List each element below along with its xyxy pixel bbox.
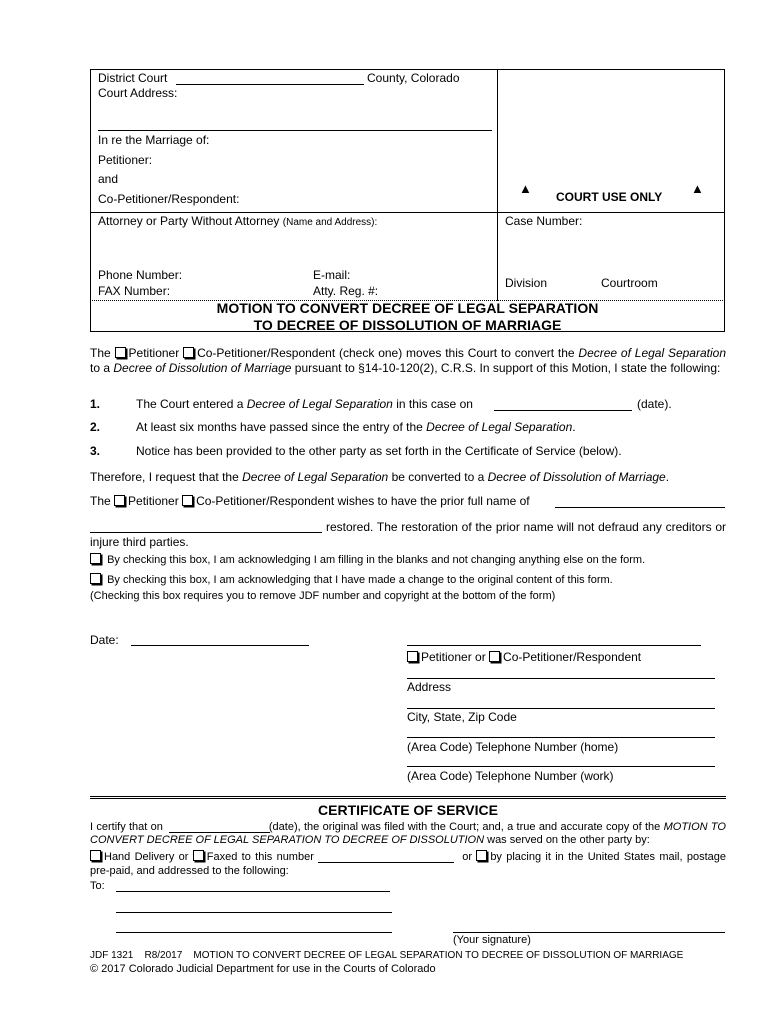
city-label: City, State, Zip Code	[407, 710, 517, 724]
copetitioner-label: Co-Petitioner/Respondent:	[98, 192, 240, 206]
caption-divider	[497, 69, 498, 301]
in-re-label: In re the Marriage of:	[98, 133, 210, 147]
phone-home-field[interactable]	[407, 737, 715, 738]
date-field[interactable]	[131, 645, 309, 646]
phone-work-field[interactable]	[407, 766, 715, 767]
city-field[interactable]	[407, 708, 715, 709]
petitioner-checkbox[interactable]	[115, 347, 126, 358]
restore-paragraph: restored. The restoration of the prior name will not defraud any creditors or injure third parties.	[90, 520, 726, 549]
signature-line[interactable]	[407, 645, 701, 646]
caption-hline-1	[90, 212, 725, 213]
court-address-label: Court Address:	[98, 86, 178, 100]
copetitioner-checkbox[interactable]	[183, 347, 194, 358]
ack-2-note: (Checking this box requires you to remove JDF number and copyright at the bottom of the form)	[90, 590, 556, 602]
to-field-1[interactable]	[116, 891, 390, 892]
item-1-date-label: (date).	[637, 397, 672, 411]
ack-1-checkbox[interactable]	[90, 553, 101, 564]
petitioner-checkbox[interactable]	[114, 495, 125, 506]
footer-form-line: JDF 1321 R8/2017 MOTION TO CONVERT DECREE OF LEGAL SEPARATION TO DECREE OF DISSOLUTION OF MARRIAGE	[90, 950, 684, 961]
district-court-label: District Court	[98, 71, 168, 85]
prior-name-field[interactable]	[555, 507, 725, 508]
page-title: MOTION TO CONVERT DECREE OF LEGAL SEPARATION TO DECREE OF DISSOLUTION OF MARRIAGE	[216, 300, 599, 333]
to-label: To:	[90, 880, 105, 892]
division-label: Division	[505, 276, 548, 290]
arrow-up-icon: ▲	[519, 181, 532, 196]
date-label: Date:	[90, 633, 119, 647]
phone-work-label: (Area Code) Telephone Number (work)	[407, 769, 614, 783]
item-number: 2.	[90, 420, 101, 434]
county-label: County, Colorado	[367, 71, 460, 85]
decree-date-field[interactable]	[494, 410, 632, 411]
certificate-text: I certify that on (date), the original was filed with the Court; and, a true and accurate copy of the MOTION TO CONVERT DECREE OF LEGAL SEPARATION TO DECREE OF DISSOLUTION was served on the other party by:	[90, 821, 726, 846]
ack-1: By checking this box, I am acknowledging I am filling in the blanks and not changing anything else on the form.	[90, 553, 645, 566]
and-label: and	[98, 172, 119, 186]
phone-home-label: (Area Code) Telephone Number (home)	[407, 740, 619, 754]
email-label: E-mail:	[313, 268, 351, 282]
your-signature-label: (Your signature)	[453, 934, 531, 946]
service-method: Hand Delivery or Faxed to this number or by placing it in the United States mail, postage pre-paid, and addressed to the following:	[90, 851, 727, 877]
case-number-label: Case Number:	[505, 214, 583, 228]
to-field-3[interactable]	[116, 932, 392, 933]
petitioner-label: Petitioner:	[98, 153, 153, 167]
certificate-heading: CERTIFICATE OF SERVICE	[318, 802, 498, 818]
footer-copyright: © 2017 Colorado Judicial Department for use in the Courts of Colorado	[90, 963, 436, 975]
name-restore-line: The Petitioner Co-Petitioner/Respondent wishes to have the prior full name of	[90, 494, 530, 508]
address-field[interactable]	[407, 678, 715, 679]
mail-checkbox[interactable]	[476, 850, 487, 861]
phone-label: Phone Number:	[98, 268, 183, 282]
item-number: 1.	[90, 397, 101, 411]
atty-reg-label: Atty. Reg. #:	[313, 284, 379, 298]
attorney-label: Attorney or Party Without Attorney (Name and Address):	[98, 214, 378, 228]
petitioner-checkbox[interactable]	[407, 651, 418, 662]
hand-delivery-checkbox[interactable]	[90, 850, 101, 861]
copetitioner-checkbox[interactable]	[182, 495, 193, 506]
item-1: The Court entered a Decree of Legal Separation in this case on	[136, 397, 473, 411]
court-use-only: COURT USE ONLY	[556, 190, 663, 204]
fax-label: FAX Number:	[98, 284, 171, 298]
to-field-2[interactable]	[116, 912, 392, 913]
copetitioner-checkbox[interactable]	[489, 651, 500, 662]
your-signature-field[interactable]	[453, 932, 725, 933]
therefore-paragraph: Therefore, I request that the Decree of Legal Separation be converted to a Decree of Dissolution of Marriage.	[90, 470, 670, 484]
ack-2: By checking this box, I am acknowledging that I have made a change to the original content of this form.	[90, 573, 613, 586]
item-number: 3.	[90, 444, 101, 458]
party-type-line: Petitioner or Co-Petitioner/Respondent	[407, 650, 641, 664]
district-court-field[interactable]	[176, 84, 364, 85]
court-address-field[interactable]	[98, 130, 492, 131]
item-3: Notice has been provided to the other party as set forth in the Certificate of Service (below).	[136, 444, 622, 458]
courtroom-label: Courtroom	[601, 276, 658, 290]
address-label: Address	[407, 680, 452, 694]
arrow-up-icon: ▲	[691, 181, 704, 196]
intro-paragraph: The Petitioner Co-Petitioner/Respondent (check one) moves this Court to convert the Decree of Legal Separation to a Decree of Dissolution of Marriage pursuant to §14-10-120(2), C.R.S. In support of this Motion, I state the following:	[90, 346, 727, 375]
section-divider	[90, 796, 726, 799]
item-2: At least six months have passed since the entry of the Decree of Legal Separation.	[136, 420, 576, 434]
faxed-checkbox[interactable]	[193, 850, 204, 861]
ack-2-checkbox[interactable]	[90, 573, 101, 584]
